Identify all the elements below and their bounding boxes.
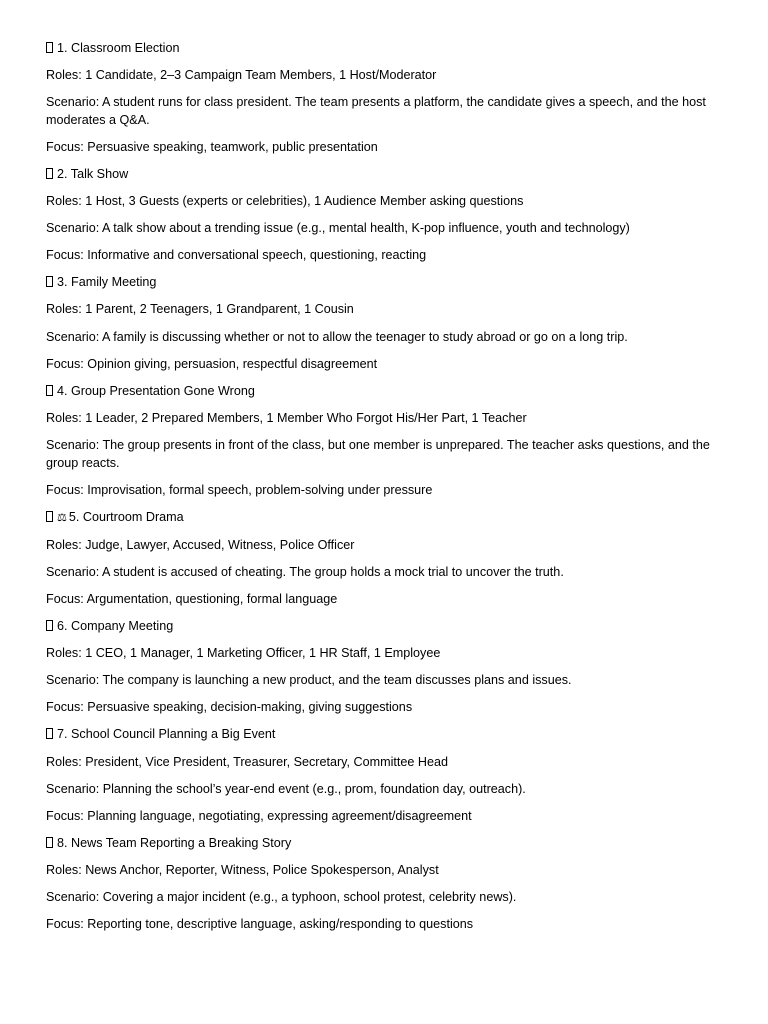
section-roles: Roles: 1 Parent, 2 Teenagers, 1 Grandparent, 1 Cousin [46, 302, 354, 317]
section-news-team [46, 835, 718, 934]
scales-icon: ⚖ [57, 511, 67, 524]
missing-glyph-icon [46, 276, 53, 287]
section-title: 1. Classroom Election [57, 41, 180, 55]
section-focus: Focus: Argumentation, questioning, formal language [46, 591, 338, 606]
section-heading [46, 274, 718, 292]
section-scenario: Scenario: A student is accused of cheating. The group holds a mock trial to uncover the truth. [46, 564, 564, 579]
section-title: 7. School Council Planning a Big Event [57, 727, 276, 742]
missing-glyph-icon [46, 728, 53, 739]
section-heading [46, 383, 718, 401]
section-heading [46, 618, 718, 636]
section-roles: Roles: News Anchor, Reporter, Witness, Police Spokesperson, Analyst [46, 862, 439, 877]
section-roles: Roles: Judge, Lawyer, Accused, Witness, Police Officer [46, 537, 355, 552]
section-scenario: Scenario: Planning the school’s year-end event (e.g., prom, foundation day, outreach). [46, 781, 526, 796]
section-heading [46, 40, 718, 58]
missing-glyph-icon [46, 837, 53, 848]
section-group-presentation [46, 383, 718, 499]
section-scenario: Scenario: The group presents in front of the class, but one member is unprepared. The teacher asks questions, and the group reacts. [46, 437, 710, 470]
section-title: 8. News Team Reporting a Breaking Story [57, 835, 292, 850]
section-classroom-election [46, 40, 718, 156]
section-focus: Focus: Informative and conversational speech, questioning, reacting [46, 248, 427, 263]
section-focus: Focus: Planning language, negotiating, expressing agreement/disagreement [46, 808, 472, 823]
section-scenario: Scenario: The company is launching a new product, and the team discusses plans and issues. [46, 673, 572, 688]
section-title: 2. Talk Show [57, 166, 129, 181]
section-heading [46, 726, 718, 744]
missing-glyph-icon [46, 168, 53, 179]
section-focus: Focus: Opinion giving, persuasion, respectful disagreement [46, 356, 378, 371]
section-talk-show [46, 166, 718, 265]
section-heading [46, 509, 718, 528]
section-title: 5. Courtroom Drama [68, 509, 184, 524]
section-scenario: Scenario: A student runs for class president. The team presents a platform, the candidate gives a speech, and the host moderates a Q&A. [46, 95, 706, 127]
section-family-meeting [46, 274, 718, 373]
section-title: 4. Group Presentation Gone Wrong [57, 383, 255, 398]
section-courtroom-drama [46, 509, 718, 609]
section-heading [46, 166, 718, 184]
missing-glyph-icon [46, 385, 53, 396]
section-roles: Roles: President, Vice President, Treasurer, Secretary, Committee Head [46, 754, 449, 769]
section-roles: Roles: 1 CEO, 1 Manager, 1 Marketing Officer, 1 HR Staff, 1 Employee [46, 646, 441, 661]
section-scenario: Scenario: Covering a major incident (e.g., a typhoon, school protest, celebrity news). [46, 890, 517, 904]
section-scenario: Scenario: A talk show about a trending issue (e.g., mental health, K-pop influence, youth and technology) [46, 221, 630, 236]
section-focus: Focus: Persuasive speaking, decision-making, giving suggestions [46, 700, 413, 715]
section-title: 3. Family Meeting [57, 275, 157, 290]
missing-glyph-icon [46, 42, 53, 53]
missing-glyph-icon [46, 511, 53, 522]
section-focus: Focus: Persuasive speaking, teamwork, public presentation [46, 139, 378, 154]
document-page [46, 40, 718, 943]
section-title: 6. Company Meeting [57, 619, 174, 634]
section-scenario: Scenario: A family is discussing whether or not to allow the teenager to study abroad or go on a long trip. [46, 329, 628, 344]
section-focus: Focus: Improvisation, formal speech, problem-solving under pressure [46, 482, 433, 497]
missing-glyph-icon [46, 620, 53, 631]
section-roles: Roles: 1 Leader, 2 Prepared Members, 1 Member Who Forgot His/Her Part, 1 Teacher [46, 410, 527, 425]
section-heading [46, 835, 718, 853]
section-company-meeting [46, 618, 718, 717]
section-roles: Roles: 1 Host, 3 Guests (experts or celebrities), 1 Audience Member asking questions [46, 194, 524, 209]
section-focus: Focus: Reporting tone, descriptive language, asking/responding to questions [46, 917, 474, 932]
section-roles: Roles: 1 Candidate, 2–3 Campaign Team Members, 1 Host/Moderator [46, 68, 437, 83]
section-school-council [46, 726, 718, 825]
